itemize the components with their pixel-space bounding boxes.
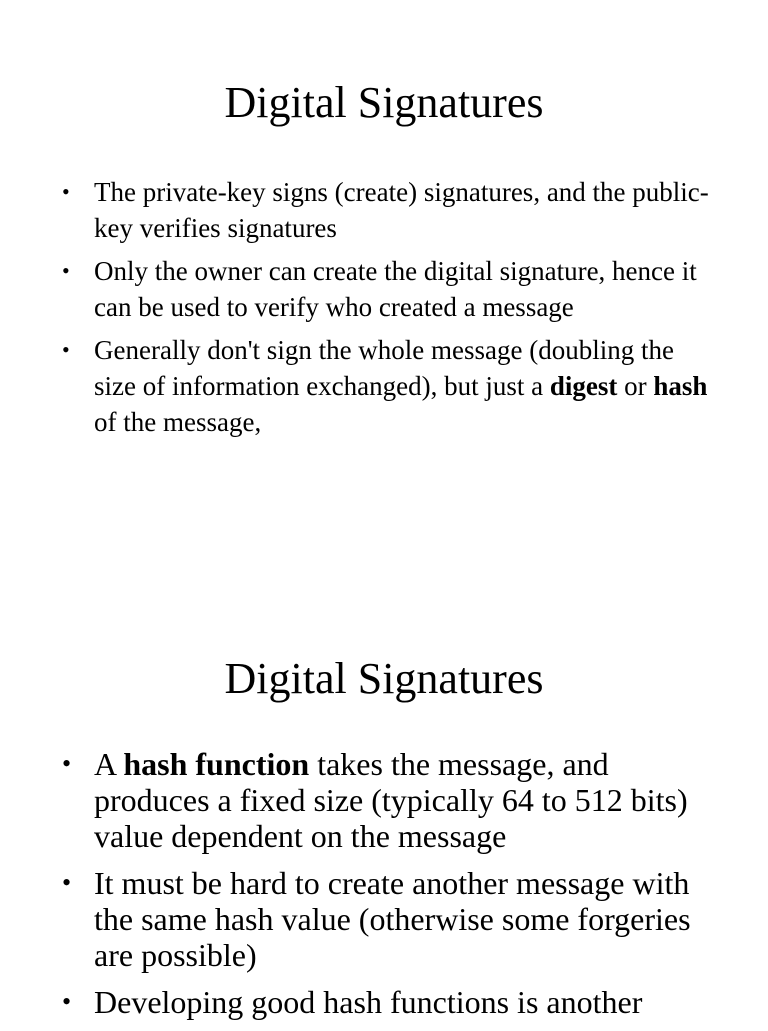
bullet-text: Generally don't sign the whole message (doubling the size of information exchanged), but just a <box>94 335 674 401</box>
bullet-icon: • <box>62 987 72 1016</box>
bullet-text: or <box>617 371 654 401</box>
bullet-text: A <box>94 746 124 782</box>
bullet-text: Only the owner can create the digital signature, hence it can be used to verify who created a message <box>94 256 697 322</box>
bullet-icon: • <box>62 337 70 362</box>
bold-term-hash-function: hash function <box>123 746 310 782</box>
bullet-item <box>62 984 722 1020</box>
bullet-list <box>62 746 722 1031</box>
bullet-text: It must be hard to create another message with the same hash value (otherwise some forgeries are possible) <box>94 865 691 973</box>
slide-title: Digital Signatures <box>224 78 544 127</box>
bold-term-hash: hash <box>653 371 708 401</box>
bullet-text: The private-key signs (create) signatures, and the public-key verifies signatures <box>94 177 709 243</box>
bullet-list <box>62 174 722 447</box>
bullet-icon: • <box>62 258 70 283</box>
bullet-text: of the message, <box>94 407 262 437</box>
bullet-item <box>62 253 722 325</box>
slide-title: Digital Signatures <box>224 654 544 703</box>
bullet-item <box>62 746 722 854</box>
bullet-icon: • <box>62 749 72 778</box>
bullet-icon: • <box>62 179 70 204</box>
bullet-item <box>62 174 722 246</box>
bullet-text: takes the message, and produces a fixed size (typically 64 to 512 bits) value dependent on the message <box>94 746 688 854</box>
bullet-item <box>62 332 722 440</box>
slide-2 <box>0 560 768 1024</box>
bold-term-digest: digest <box>549 371 618 401</box>
bullet-item <box>62 865 722 973</box>
bullet-text: Developing good hash functions is another <box>94 984 643 1020</box>
bullet-icon: • <box>62 868 72 897</box>
